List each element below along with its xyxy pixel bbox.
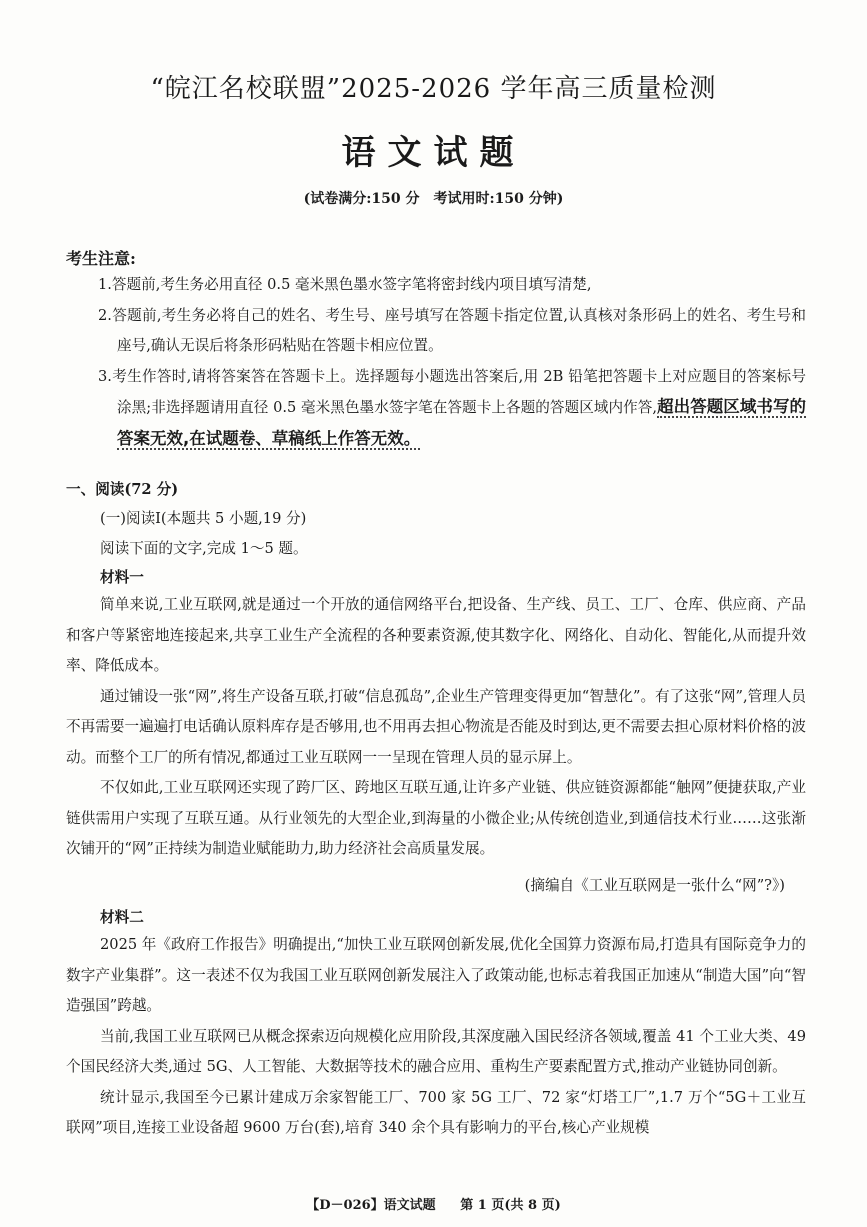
section-title: 一、阅读(72 分) xyxy=(66,481,179,498)
material2-body xyxy=(66,930,806,1144)
notice-item-3 xyxy=(66,362,806,456)
material2-paragraph: 统计显示,我国至今已累计建成万余家智能工厂、700 家 5G 工厂、72 家“灯塔工厂”,1.7 万个“5G＋工业互联网”项目,连接工业设备超 9600 万台(套),培育 340 余个具有影响力的平台,核心产业规模 xyxy=(66,1088,806,1136)
exam-meta: (试卷满分:150 分 考试用时:150 分钟) xyxy=(303,191,564,207)
material2-paragraph: 当前,我国工业互联网已从概念探索迈向规模化应用阶段,其深度融入国民经济各领域,覆盖 41 个工业大类、49 个国民经济大类,通过 5G、人工智能、大数据等技术的融合应用、重构生产要素配置方式,推动产业链协同创新。 xyxy=(66,1027,806,1075)
material1-paragraph: 不仅如此,工业互联网还实现了跨厂区、跨地区互联互通,让许多产业链、供应链资源都能“触网”便捷获取,产业链供需用户实现了互联互通。从行业领先的大型企业,到海量的小微企业;从传统创造业,到通信技术行业……这张渐次铺开的“网”正持续为制造业赋能助力,助力经济社会高质量发展。 xyxy=(66,779,806,857)
material2-paragraph: 2025 年《政府工作报告》明确提出,“加快工业互联网创新发展,优化全国算力资源布局,打造具有国际竞争力的数字产业集群”。这一表述不仅为我国工业互联网创新发展注入了政策动能,也标志着我国正加速从“制造大国”向“智造强国”跨越。 xyxy=(66,936,806,1014)
reading-instruction: 阅读下面的文字,完成 1～5 题。 xyxy=(100,540,308,557)
notice-item-1: 1.答题前,考生务必用直径 0.5 毫米黑色墨水签字笔将密封线内项目填写清楚, xyxy=(98,276,592,293)
notice-title: 考生注意: xyxy=(66,249,136,268)
material1-paragraph: 通过铺设一张“网”,将生产设备互联,打破“信息孤岛”,企业生产管理变得更加“智慧化”。有了这张“网”,管理人员不再需要一遍遍打电话确认原料库存是否够用,也不用再去担心物流是否能及时到达,更不需要去担心原材料价格的波动。而整个工厂的所有情况,都通过工业互联网一一呈现在管理人员的显示屏上。 xyxy=(66,687,806,766)
footer-page-number: 第 1 页(共 8 页) xyxy=(460,1198,561,1213)
material1-paragraph: 简单来说,工业互联网,就是通过一个开放的通信网络平台,把设备、生产线、员工、工厂、仓库、供应商、产品和客户等紧密地连接起来,共享工业生产全流程的各种要素资源,使其数字化、网络化、自动化、智能化,从而提升效率、降低成本。 xyxy=(66,596,806,674)
material2-title: 材料二 xyxy=(100,909,144,926)
notice-item-2: 2.答题前,考生务必将自己的姓名、考生号、座号填写在答题卡指定位置,认真核对条形码上的姓名、考生号和座号,确认无误后将条形码粘贴在答题卡相应位置。 xyxy=(98,306,806,354)
material1-source: (摘编自《工业互联网是一张什么“网”?》) xyxy=(524,877,785,894)
exam-header-title: “皖江名校联盟”2025-2026 学年高三质量检测 xyxy=(150,74,717,104)
material1-title: 材料一 xyxy=(100,569,144,586)
material1-body xyxy=(66,590,806,865)
notice-item-3-text: 3.考生作答时,请将答案答在答题卡上。选择题每小题选出答案后,用 2B 铅笔把答题卡上对应题目的答案标号涂黑;非选择题请用直径 0.5 毫米黑色墨水签字笔在答题卡上各题的答题区域内作答, xyxy=(98,367,806,416)
footer-code: 【D－026】语文试题 xyxy=(306,1198,436,1213)
subject-title: 语文试题 xyxy=(341,133,526,173)
subsection-title: (一)阅读Ⅰ(本题共 5 小题,19 分) xyxy=(100,510,307,527)
notice-list xyxy=(66,270,806,455)
page-footer xyxy=(0,1194,867,1213)
notice-emphasis: 超出答题区域书写的答案无效,在试题卷、草稿纸上作答无效。 xyxy=(117,397,807,448)
